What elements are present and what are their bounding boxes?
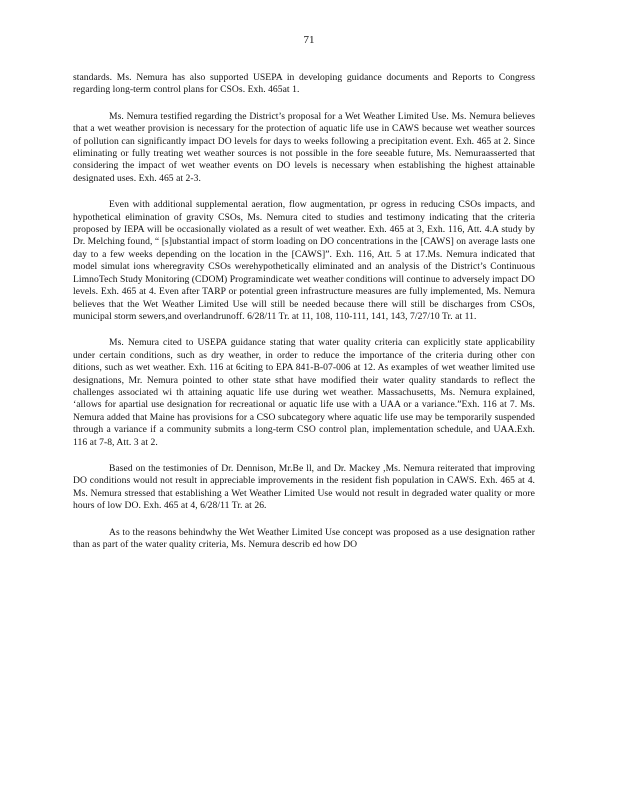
paragraph-3: Even with additional supplemental aeration, flow augmentation, pr ogress in reducing CSOs impacts, and hypothetical elimination of gravity CSOs, Ms. Nemura cited to studies and testimony indicating that the criteria proposed by IEPA will be occasionally violated as a result of wet weather. Exh. 465 at 3, Exh. 116, Att. 4.A study by Dr. Melching found, “ [s]ubstantial impact of storm loading on DO concentrations in the [CAWS] on average lasts one day to a few weeks depending on the location in the [CAWS]”. Exh. 116, Att. 5 at 17.Ms. Nemura indicated that model simulat ions wheregravity CSOs werehypothetically eliminated and an analysis of the District’s Continuous LimnoTech Study Monitoring (CDOM) Programindicate wet weather conditions will continue to adversely impact DO levels. Exh. 465 at 4. Even after TARP or potential green infrastructure measures are fully implemented, Ms. Nemura believes that the Wet Weather Limited Use will still be needed because there will still be discharges from CSOs, municipal storm sewers,and overlandrunoff. 6/28/11 Tr. at 11, 108, 110-111, 141, 143, 7/27/10 Tr. at 11.	[73, 199, 535, 322]
paragraph-5: Based on the testimonies of Dr. Dennison, Mr.Be ll, and Dr. Mackey ,Ms. Nemura reiterated that improving DO conditions would not result in appreciable improvements in the resident fish population in CAWS. Exh. 465 at 4. Ms. Nemura stressed that establishing a Wet Weather Limited Use would not result in degraded water quality or more hours of low DO. Exh. 465 at 4, 6/28/11 Tr. at 26.	[73, 462, 535, 512]
document-body	[73, 72, 535, 565]
paragraph-1: standards. Ms. Nemura has also supported USEPA in developing guidance documents and Reports to Congress regarding long-term control plans for CSOs. Exh. 465at 1.	[73, 72, 535, 96]
paragraph-4: Ms. Nemura cited to USEPA guidance stating that water quality criteria can explicitly state applicability under certain conditions, such as dry weather, in order to reduce the importance of the criteria during other con ditions, such as wet weather. Exh. 116 at 6citing to EPA 841-B-07-006 at 12. As examples of wet weather limited use designations, Mr. Nemura pointed to other state sthat have modified their water quality standards to reflect the challenges associated wi th attaining aquatic life use during wet weather. Massachusetts, Ms. Nemura explained, ‘allows for apartial use designation for recreational or aquatic life use with a UAA or a variance.”Exh. 116 at 7. Ms. Nemura added that Maine has provisions for a CSO subcategory where aquatic life use may be temporarily suspended through a variance if a community submits a long-term CSO control plan, implementation schedule, and UAA.Exh. 116 at 7-8, Att. 3 at 2.	[73, 337, 535, 448]
paragraph-2: Ms. Nemura testified regarding the District’s proposal for a Wet Weather Limited Use. Ms. Nemura believes that a wet weather provision is necessary for the protection of aquatic life use in CAWS because wet weather sources of pollution can significantly impact DO levels for days to weeks following a precipitation event. Exh. 465 at 2. Since eliminating or fully treating wet weather sources is not possible in the fore seeable future, Ms. Nemuraasserted that considering the impact of wet weather events on DO levels is necessary when establishing the highest attainable designated uses. Exh. 465 at 2-3.	[73, 110, 535, 184]
page-number: 71	[303, 34, 315, 46]
paragraph-6: As to the reasons behindwhy the Wet Weather Limited Use concept was proposed as a use designation rather than as part of the water quality criteria, Ms. Nemura describ ed how DO	[73, 526, 535, 550]
